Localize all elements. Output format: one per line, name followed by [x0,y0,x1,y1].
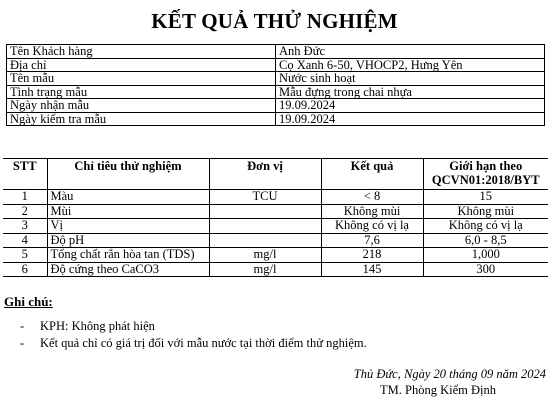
info-value: 19.09.2024 [276,112,545,126]
info-row [7,72,545,86]
table-row [3,190,548,205]
info-label: Ngày kiểm tra mẫu [7,112,276,126]
table-row [3,248,548,263]
cell-limit: Không mùi [423,204,548,219]
cell-unit: TCU [209,190,321,205]
col-header-result: Kết quả [321,159,423,190]
results-table [3,158,548,277]
col-header-limit [423,159,548,190]
cell-result: < 8 [321,190,423,205]
cell-limit: 300 [423,262,548,277]
cell-result: 218 [321,248,423,263]
cell-indicator: Độ pH [47,233,209,248]
table-row [3,262,548,277]
cell-indicator: Màu [47,190,209,205]
cell-indicator: Mùi [47,204,209,219]
cell-result: 7,6 [321,233,423,248]
signature-date: Thủ Đức, Ngày 20 tháng 09 năm 2024 [353,367,546,381]
note-item: - Kết quả chỉ có giá trị đối với mẫu nước tại thời điểm thử nghiệm. [20,336,367,350]
cell-limit: 1,000 [423,248,548,263]
cell-stt: 6 [3,262,47,277]
cell-stt: 5 [3,248,47,263]
cell-limit: 6,0 - 8,5 [423,233,548,248]
page-title: KẾT QUẢ THỬ NGHIỆM [151,9,398,33]
info-row [7,45,545,59]
results-header-row [3,159,548,190]
info-value: 19.09.2024 [276,99,545,113]
cell-result: Không có vị lạ [321,219,423,234]
info-row [7,112,545,126]
cell-stt: 2 [3,204,47,219]
cell-result: Không mùi [321,204,423,219]
col-header-limit-line1: Giới hạn theo [449,159,523,173]
col-header-indicator: Chỉ tiêu thử nghiệm [47,159,209,190]
signature-org: TM. Phòng Kiểm Định [380,383,496,397]
info-label: Tên Khách hàng [7,45,276,59]
cell-stt: 3 [3,219,47,234]
notes-heading: Ghi chú: [4,294,53,309]
info-value: Mẫu đựng trong chai nhựa [276,85,545,99]
info-label: Tên mẫu [7,72,276,86]
cell-stt: 4 [3,233,47,248]
info-row [7,58,545,72]
info-value: Nước sinh hoạt [276,72,545,86]
cell-unit: mg/l [209,248,321,263]
note-text: KPH: Không phát hiện [40,319,155,333]
sample-info-table [6,44,545,126]
info-value: Anh Đức [276,45,545,59]
info-value: Cọ Xanh 6-50, VHOCP2, Hưng Yên [276,58,545,72]
cell-unit: mg/l [209,262,321,277]
table-row [3,219,548,234]
cell-unit [209,233,321,248]
note-item: - KPH: Không phát hiện [20,319,155,333]
table-row [3,233,548,248]
info-row [7,85,545,99]
info-label: Địa chỉ [7,58,276,72]
cell-result: 145 [321,262,423,277]
cell-unit [209,204,321,219]
cell-indicator: Độ cứng theo CaCO3 [47,262,209,277]
col-header-unit: Đơn vị [209,159,321,190]
col-header-stt: STT [3,159,47,190]
info-label: Tình trạng mẫu [7,85,276,99]
col-header-limit-line2: QCVN01:2018/BYT [431,173,540,187]
cell-limit: Không có vị lạ [423,219,548,234]
cell-limit: 15 [423,190,548,205]
cell-stt: 1 [3,190,47,205]
cell-unit [209,219,321,234]
table-row [3,204,548,219]
cell-indicator: Tổng chất rắn hòa tan (TDS) [47,248,209,263]
cell-indicator: Vị [47,219,209,234]
info-row [7,99,545,113]
note-text: Kết quả chỉ có giá trị đối với mẫu nước tại thời điểm thử nghiệm. [40,336,367,350]
info-label: Ngày nhận mẫu [7,99,276,113]
